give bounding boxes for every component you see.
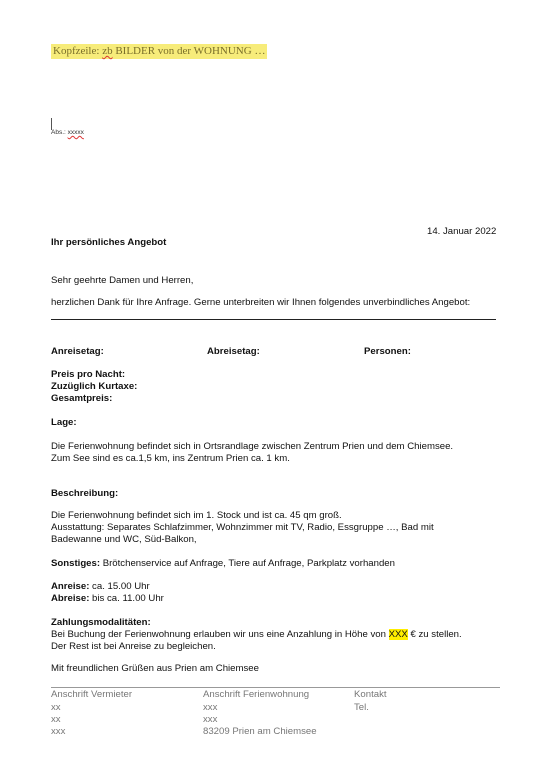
footer-col1-line1: xx [51,702,61,713]
footer-col3-title: Kontakt [354,689,387,700]
description-line-2: Ausstattung: Separates Schlafzimmer, Wohnzimmer mit TV, Radio, Essgruppe …, Bad mit [51,522,434,533]
salutation: Sehr geehrte Damen und Herren, [51,275,194,286]
header-zb: zb [102,45,113,57]
footer-col2-line3: 83209 Prien am Chiemsee [203,726,317,737]
arrival-time-line [51,581,150,593]
letter-date: 14. Januar 2022 [427,226,497,237]
description-line-3: Badewanne und WC, Süd-Balkon, [51,534,197,545]
footer-col2-line1: xxx [203,702,218,713]
arrival-day-label: Anreisetag: [51,346,104,357]
location-line-2: Zum See sind es ca.1,5 km, ins Zentrum Prien ca. 1 km. [51,453,290,464]
location-line-1: Die Ferienwohnung befindet sich in Ortsrandlage zwischen Zentrum Prien und dem Chiemsee. [51,441,454,452]
payment-heading: Zahlungsmodalitäten: [51,617,151,628]
header-text: BILDER von der WOHNUNG … [115,45,266,57]
closing: Mit freundlichen Grüßen aus Prien am Chiemsee [51,663,259,674]
sender-line [51,129,84,137]
departure-time-line [51,593,164,605]
departure-day-label: Abreisetag: [207,346,260,357]
sender-value: xxxxx [67,129,84,136]
arrival-text: ca. 15.00 Uhr [89,581,150,592]
deposit-amount: XXX [388,629,408,640]
footer-col1-line3: xxx [51,726,66,737]
payment-text-post: € zu stellen. [407,629,462,640]
other-label: Sonstiges: [51,558,101,569]
other-line [51,558,395,570]
arrival-label: Anreise: [51,581,90,592]
persons-label: Personen: [364,346,411,357]
payment-text-pre: Bei Buchung der Ferienwohnung erlauben wir uns eine Anzahlung in Höhe von [51,629,389,640]
total-price: Gesamtpreis: [51,393,113,404]
description-line-1: Die Ferienwohnung befindet sich im 1. Stock und ist ca. 45 qm groß. [51,510,342,521]
divider [51,319,496,320]
location-heading: Lage: [51,417,77,428]
page-header [51,44,267,59]
footer-col1-line2: xx [51,714,61,725]
departure-text: bis ca. 11.00 Uhr [89,593,164,604]
header-label: Kopfzeile: [53,45,100,57]
departure-label: Abreise: [51,593,90,604]
footer-col2-line2: xxx [203,714,218,725]
footer-col2-title: Anschrift Ferienwohnung [203,689,310,700]
tourist-tax: Zuzüglich Kurtaxe: [51,381,138,392]
letter-subject: Ihr persönliches Angebot [51,237,167,248]
sender-label: Abs.: [51,129,66,136]
price-per-night: Preis pro Nacht: [51,369,126,380]
footer-col3-line1: Tel. [354,702,369,713]
description-heading: Beschreibung: [51,488,119,499]
footer-col1-title: Anschrift Vermieter [51,689,133,700]
footer-divider [51,687,500,688]
payment-line-1 [51,629,462,641]
payment-line-2: Der Rest ist bei Anreise zu begleichen. [51,641,216,652]
intro-text: herzlichen Dank für Ihre Anfrage. Gerne unterbreiten wir Ihnen folgendes unverbindliches Angebot: [51,297,471,308]
other-text: Brötchenservice auf Anfrage, Tiere auf Anfrage, Parkplatz vorhanden [100,558,395,569]
